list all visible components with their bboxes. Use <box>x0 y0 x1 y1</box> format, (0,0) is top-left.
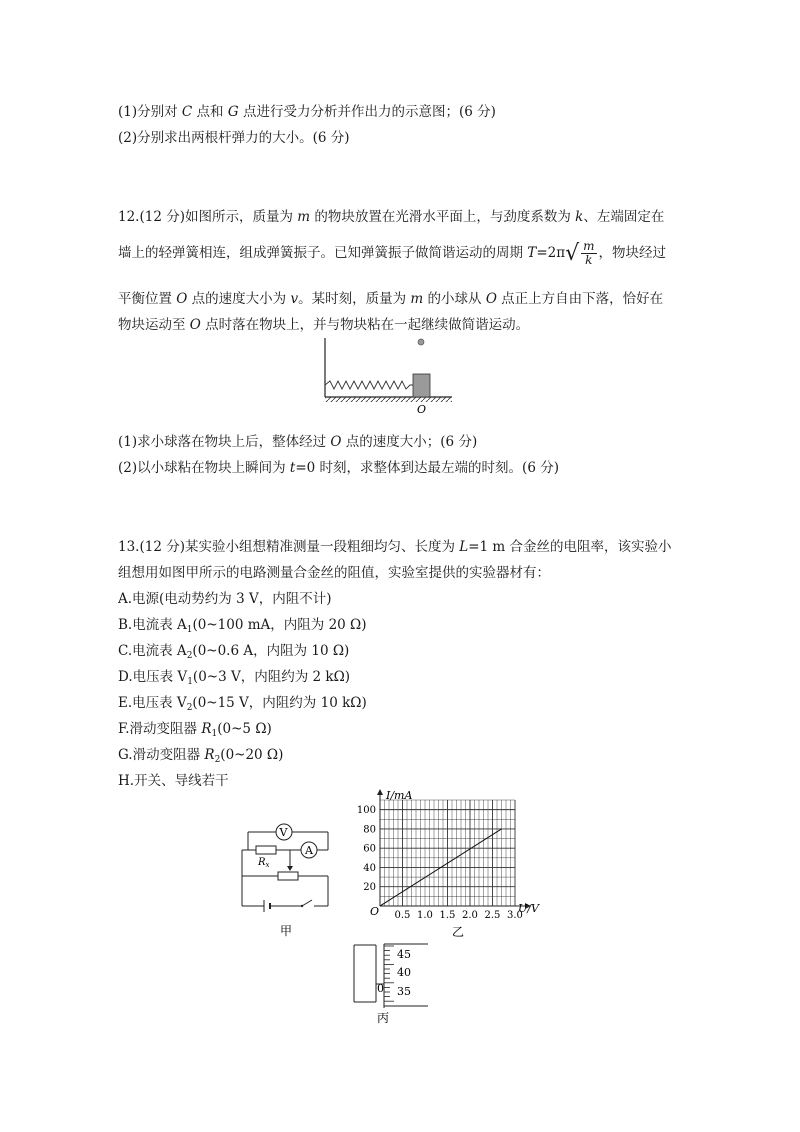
q12-line1: 12.(12 分)如图所示，质量为 m 的物块放置在光滑水平面上，与劲度系数为 k、左端固定在 <box>118 209 665 225</box>
y-axis-arrow <box>377 789 383 795</box>
item-f: F.滑动变阻器 $R_1(0\sim 5$ Ω) <box>118 721 272 739</box>
spring-oscillator-figure <box>318 335 458 417</box>
x-tick-label: 2.0 <box>462 910 478 921</box>
item-e: E.电压表 $V_2(0\sim 15$ V，内阻约为 10 kΩ) <box>118 695 367 713</box>
item-d: D.电压表 $V_1(0\sim 3$ V，内阻约为 2 kΩ) <box>118 669 351 687</box>
slider-arrow <box>287 866 293 871</box>
q12-sub1: (1)求小球落在物块上后，整体经过 O 点的速度大小；(6 分) <box>118 434 478 450</box>
y-tick-label: 20 <box>363 882 376 894</box>
item-c: C.电流表 $A_2(0\sim 0.6$ A，内阻为 10 Ω) <box>118 643 350 661</box>
micrometer-caption: 丙 <box>377 1011 390 1025</box>
chart-grid <box>380 800 515 906</box>
sqrt-symbol: √ <box>565 241 580 266</box>
q12-line2: 墙上的轻弹簧相连，组成弹簧振子。已知弹簧振子做简谐运动的周期 T=2π√ $\frac{m}{k}$ ，物块经过 <box>118 239 667 267</box>
origin-label: O <box>417 403 427 416</box>
spring <box>325 381 413 389</box>
ammeter-label: A <box>305 844 313 857</box>
resistor-label: $R_x$ <box>258 857 270 869</box>
circuit-caption: 甲 <box>280 924 293 938</box>
circuit-diagram <box>238 820 343 940</box>
x-tick-label: 3.0 <box>507 910 523 921</box>
floor-hatch <box>325 397 452 402</box>
voltmeter-label: V <box>279 826 288 839</box>
chart-axes <box>377 789 531 909</box>
mic-tick-35: 35 <box>397 985 411 998</box>
item-h: H.开关、导线若干 <box>118 773 229 789</box>
y-tick-label: 60 <box>363 843 376 855</box>
q11-sub2: (2)分别求出两根杆弹力的大小。(6 分) <box>118 130 350 146</box>
block <box>413 374 430 397</box>
item-b: B.电流表 $A_1(0\sim 100$ mA，内阻为 20 Ω) <box>118 617 367 635</box>
x-tick-label: 1.0 <box>417 910 433 921</box>
x-axis-label: U/V <box>518 902 539 915</box>
switch-contact <box>301 905 303 907</box>
mic-tick-45: 45 <box>397 948 411 961</box>
chart-ticks <box>357 805 523 921</box>
mic-tick-40: 40 <box>397 966 411 979</box>
item-g: G.滑动变阻器 $R_2(0\sim 20$ Ω) <box>118 747 284 765</box>
q13-line1: 13.(12 分)某实验小组想精准测量一段粗细均匀、长度为 L=1 m 合金丝的电阻率，该实验小 <box>118 539 672 555</box>
iv-chart <box>350 788 542 940</box>
item-a: A.电源(电动势约为 3 V，内阻不计) <box>118 591 332 607</box>
x-tick-label: 0.5 <box>394 910 411 921</box>
q12-sub2: (2)以小球粘在物块上瞬间为 t=0 时刻，求整体到达最左端的时刻。(6 分) <box>118 460 559 476</box>
q12-line4: 物块运动至 O 点时落在物块上，并与物块粘在一起继续做简谐运动。 <box>118 317 530 333</box>
micrometer-ticks <box>384 946 394 1001</box>
x-tick-label: 2.5 <box>484 910 501 921</box>
q11-sub1: (1)分别对 C 点和 G 点进行受力分析并作出力的示意图；(6 分) <box>118 104 496 120</box>
resistor-rx <box>256 846 276 854</box>
micrometer-figure <box>352 942 432 1026</box>
q12-line3: 平衡位置 O 点的速度大小为 v。某时刻，质量为 m 的小球从 O 点正上方自由下落，恰好在 <box>118 291 664 307</box>
y-axis-label: I/mA <box>386 789 413 802</box>
rheostat <box>278 872 298 880</box>
chart-caption: 乙 <box>452 925 465 939</box>
q13-line2: 组想用如图甲所示的电路测量合金丝的阻值，实验室提供的实验器材有： <box>118 565 550 581</box>
period-fraction: $\frac{m}{k}$ <box>583 239 595 267</box>
mic-zero: 0 <box>377 982 384 995</box>
x-tick-label: 1.5 <box>439 910 456 921</box>
y-tick-label: 100 <box>356 805 376 817</box>
y-tick-label: 40 <box>363 862 376 874</box>
origin-label: O <box>370 905 380 918</box>
y-tick-label: 80 <box>363 824 376 836</box>
falling-ball <box>418 339 424 345</box>
